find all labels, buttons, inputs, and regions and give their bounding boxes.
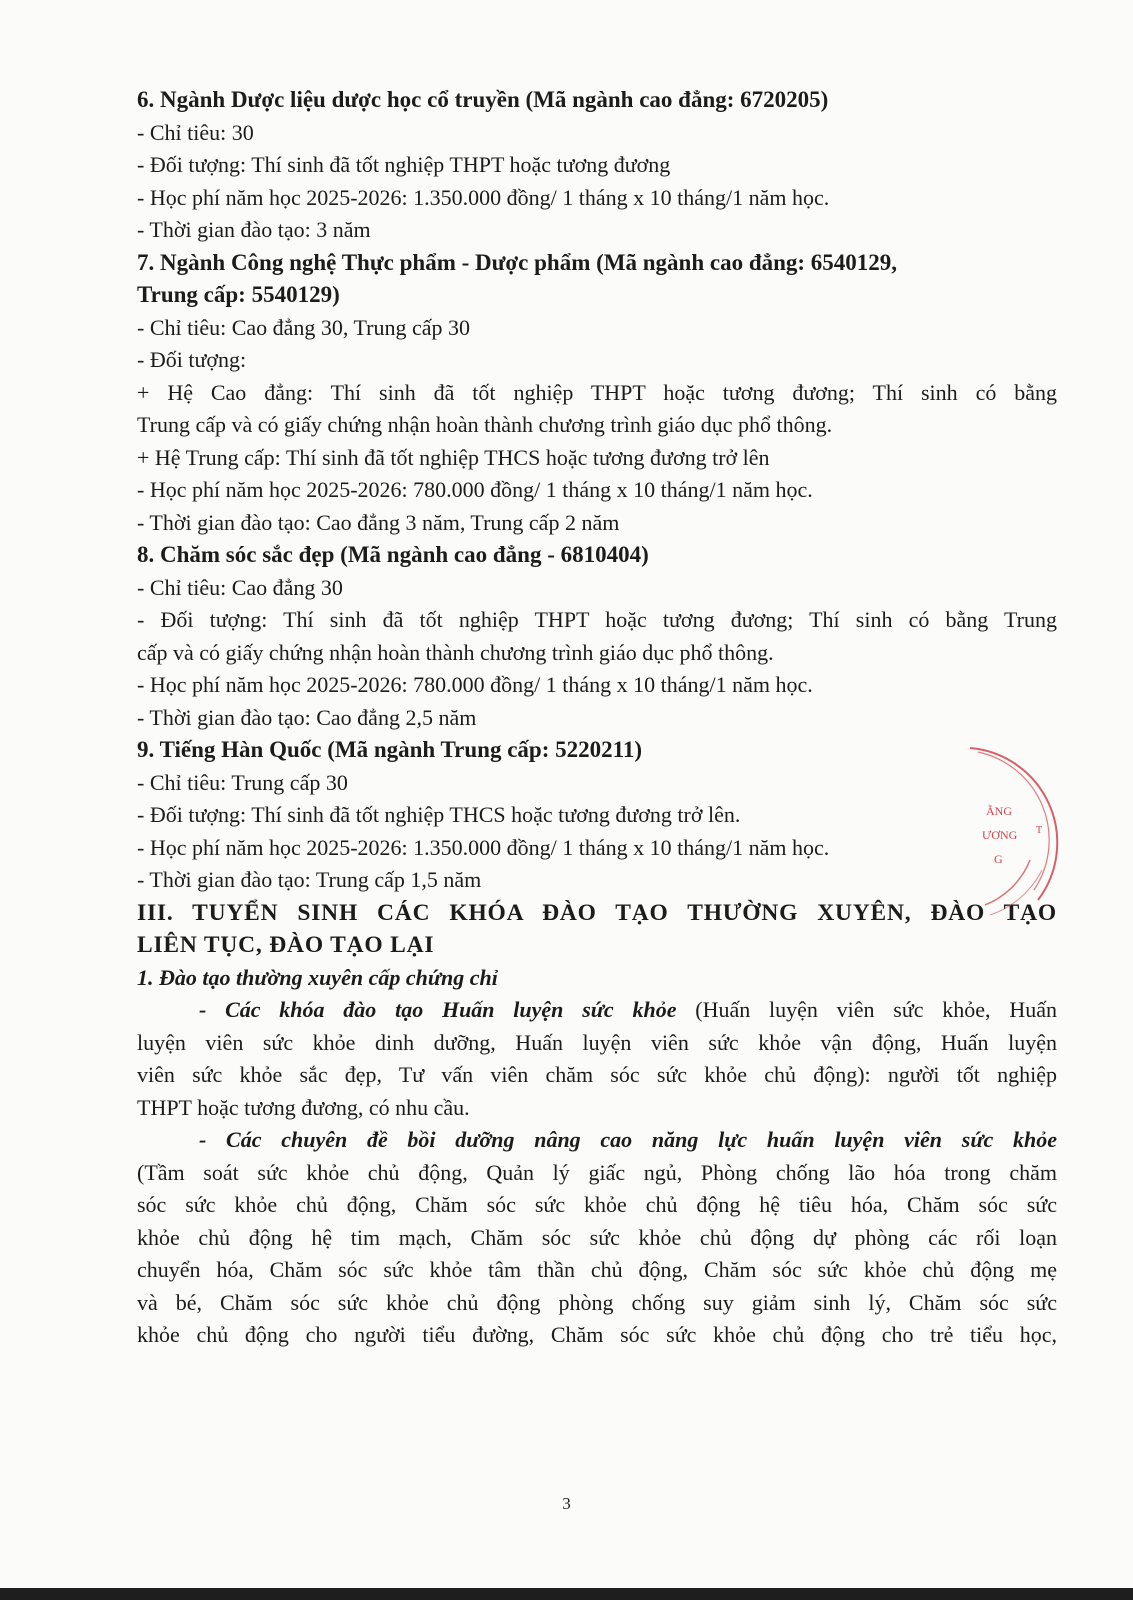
seal-text-fragment: ẰNG [986,804,1012,818]
part-3-paragraph-2-line2: (Tầm soát sức khỏe chủ động, Quản lý giấc ngủ, Phòng chống lão hóa trong chăm [137,1159,1057,1185]
part-3-paragraph-2-line7: khỏe chủ động cho người tiểu đường, Chăm sóc sức khỏe chủ động cho trẻ tiểu học, [137,1322,1057,1347]
section-8-target-line2: cấp và có giấy chứng nhận hoàn thành chương trình giáo dục phổ thông. [137,639,774,665]
section-6-fee: - Học phí năm học 2025-2026: 1.350.000 đồng/ 1 tháng x 10 tháng/1 năm học. [137,184,830,210]
page-number: 3 [562,1494,571,1513]
part-3-paragraph-2-line6: và bé, Chăm sóc sức khỏe chủ động phòng chống suy giảm sinh lý, Chăm sóc sức [137,1289,1057,1315]
part-3-paragraph-2-lead: - Các chuyên đề bồi dưỡng nâng cao năng lực huấn luyện viên sức khỏe [199,1127,1057,1152]
seal-text-fragment: G [994,852,1003,866]
document-body [137,84,1057,1352]
section-6-target: - Đối tượng: Thí sinh đã tốt nghiệp THPT hoặc tương đương [137,152,671,177]
section-7-quota: - Chỉ tiêu: Cao đẳng 30, Trung cấp 30 [137,314,471,340]
section-8-target-line1: - Đối tượng: Thí sinh đã tốt nghiệp THPT hoặc tương đương; Thí sinh có bằng Trung [137,607,1057,632]
section-7-heading-line1: 7. Ngành Công nghệ Thực phẩm - Dược phẩm (Mã ngành cao đẳng: 6540129, [137,249,898,275]
section-6-heading: 6. Ngành Dược liệu dược học cổ truyền (Mã ngành cao đẳng: 6720205) [137,87,829,112]
section-7-duration: - Thời gian đào tạo: Cao đẳng 3 năm, Trung cấp 2 năm [137,509,620,535]
section-7-college-line1: + Hệ Cao đẳng: Thí sinh đã tốt nghiệp THPT hoặc tương đương; Thí sinh có bằng [137,379,1057,405]
part-3-heading-line2: LIÊN TỤC, ĐÀO TẠO LẠI [137,932,435,958]
part-3-paragraph-1-rest: (Huấn luyện viên sức khỏe, Huấn [676,997,1057,1022]
part-3-subheading-1: 1. Đào tạo thường xuyên cấp chứng chỉ [137,964,498,990]
section-7-college-line2: Trung cấp và có giấy chứng nhận hoàn thành chương trình giáo dục phổ thông. [137,412,833,437]
seal-text-fragment: T [1036,825,1043,836]
part-3-paragraph-1-lead: - Các khóa đào tạo Huấn luyện sức khỏe [199,997,677,1022]
section-9-target: - Đối tượng: Thí sinh đã tốt nghiệp THCS hoặc tương đương trở lên. [137,802,741,827]
scan-edge [0,1588,1133,1600]
section-7-intermediate: + Hệ Trung cấp: Thí sinh đã tốt nghiệp THCS hoặc tương đương trở lên [137,444,770,470]
section-7-heading-line2: Trung cấp: 5540129) [137,282,340,307]
section-6-quota: - Chỉ tiêu: 30 [137,119,254,145]
part-3-paragraph-1-line1 [137,994,1057,1027]
section-9-quota: - Chỉ tiêu: Trung cấp 30 [137,769,348,795]
part-3-paragraph-1-line2: luyện viên sức khỏe dinh dưỡng, Huấn luyện viên sức khỏe vận động, Huấn luyện [137,1029,1057,1055]
section-8-quota: - Chỉ tiêu: Cao đẳng 30 [137,574,343,600]
part-3-paragraph-1-line3: viên sức khỏe sắc đẹp, Tư vấn viên chăm sóc sức khỏe chủ động): người tốt nghiệp [137,1062,1057,1087]
official-seal-stamp [950,740,1065,940]
seal-text-fragment: ƯƠNG [982,828,1018,842]
section-8-fee: - Học phí năm học 2025-2026: 780.000 đồng/ 1 tháng x 10 tháng/1 năm học. [137,672,813,697]
section-9-heading: 9. Tiếng Hàn Quốc (Mã ngành Trung cấp: 5220211) [137,737,643,762]
section-9-fee: - Học phí năm học 2025-2026: 1.350.000 đồng/ 1 tháng x 10 tháng/1 năm học. [137,834,830,860]
part-3-paragraph-1-line4: THPT hoặc tương đương, có nhu cầu. [137,1094,470,1120]
section-7-fee: - Học phí năm học 2025-2026: 780.000 đồng/ 1 tháng x 10 tháng/1 năm học. [137,477,813,502]
part-3-paragraph-2-line5: chuyển hóa, Chăm sóc sức khỏe tâm thần chủ động, Chăm sóc sức khỏe chủ động mẹ [137,1257,1057,1282]
section-9-duration: - Thời gian đào tạo: Trung cấp 1,5 năm [137,867,482,892]
section-6-duration: - Thời gian đào tạo: 3 năm [137,217,371,242]
section-8-heading: 8. Chăm sóc sắc đẹp (Mã ngành cao đẳng - 6810404) [137,542,649,567]
part-3-heading-line1: III. TUYỂN SINH CÁC KHÓA ĐÀO TẠO THƯỜNG XUYÊN, ĐÀO TẠO [137,899,1057,926]
part-3-paragraph-2-line4: khỏe chủ động hệ tim mạch, Chăm sóc sức khỏe chủ động dự phòng các rối loạn [137,1224,1057,1250]
part-3-paragraph-2-line3: sóc sức khỏe chủ động, Chăm sóc sức khỏe chủ động hệ tiêu hóa, Chăm sóc sức [137,1192,1057,1217]
section-8-duration: - Thời gian đào tạo: Cao đẳng 2,5 năm [137,704,477,730]
section-7-target-label: - Đối tượng: [137,347,247,372]
